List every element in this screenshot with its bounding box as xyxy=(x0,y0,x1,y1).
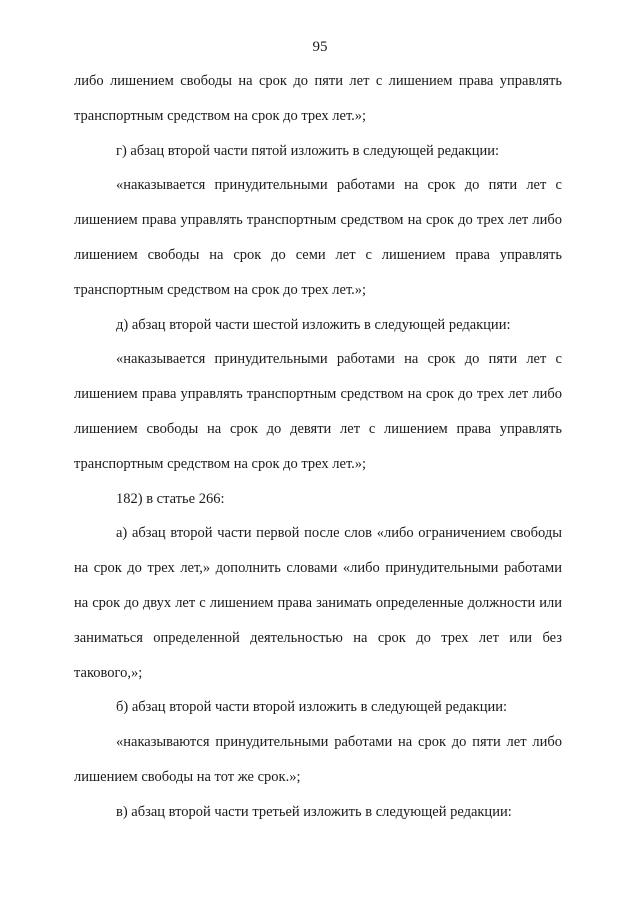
paragraph: а) абзац второй части первой после слов «либо ограничением свободы на срок до трех лет,» дополнить словами «либо принудительными работами на срок до двух лет с лишением права занимать определенные должности или заниматься определенной деятельностью на срок до трех лет или без такового,»; xyxy=(74,525,562,681)
paragraph: в) абзац второй части третьей изложить в следующей редакции: xyxy=(116,803,512,820)
paragraph: «наказывается принудительными работами на срок до пяти лет с лишением права управлять транспортным средством на срок до трех лет либо лишением свободы на срок до девяти лет с лишением права управлять транспортным средством на срок до трех лет.»; xyxy=(74,351,562,472)
paragraph: б) абзац второй части второй изложить в следующей редакции: xyxy=(116,699,508,716)
page-number: 95 xyxy=(312,39,328,55)
paragraph: «наказывается принудительными работами на срок до пяти лет с лишением права управлять транспортным средством на срок до трех лет либо лишением свободы на срок до семи лет с лишением права управлять транспортным средством на срок до трех лет.»; xyxy=(74,177,562,298)
paragraph: либо лишением свободы на срок до пяти лет с лишением права управлять транспортным средством на срок до трех лет.»; xyxy=(74,73,562,124)
document-body xyxy=(74,64,562,830)
paragraph: д) абзац второй части шестой изложить в следующей редакции: xyxy=(116,316,511,333)
paragraph: «наказываются принудительными работами на срок до пяти лет либо лишением свободы на тот же срок.»; xyxy=(74,734,562,785)
paragraph: г) абзац второй части пятой изложить в следующей редакции: xyxy=(116,142,500,159)
paragraph: 182) в статье 266: xyxy=(116,490,225,507)
